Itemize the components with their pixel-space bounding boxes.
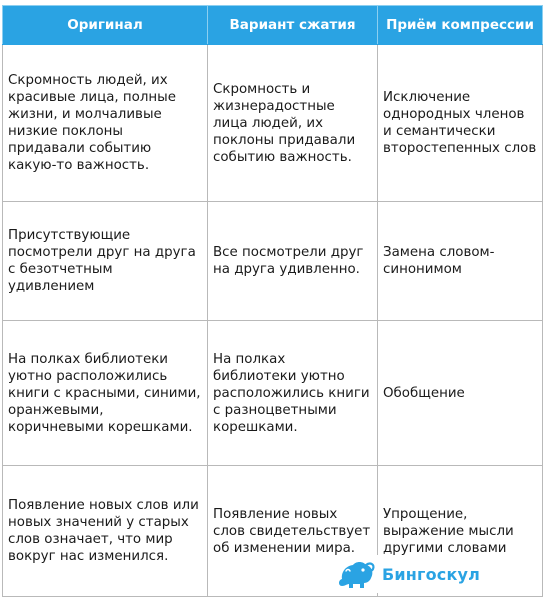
table-row [3,45,543,202]
brand-name: Бингоскул [382,564,481,584]
header-compressed-variant: Вариант сжатия [208,6,378,45]
header-row [3,6,543,45]
cell-technique: Замена словом-синонимом [378,202,543,321]
table-row [3,321,543,466]
cell-original: На полках библиотеки уютно расположились книги с красными, синими, оранжевыми, коричневыми корешками. [3,321,208,466]
table-row [3,202,543,321]
cell-technique: Обобщение [378,321,543,466]
cell-compressed: На полках библиотеки уютно расположились книги с разноцветными корешками. [208,321,378,466]
elephant-icon [336,556,376,592]
cell-technique: Упрощение, выражение мысли другими словами [378,466,543,597]
compression-table [2,5,543,597]
cell-compressed: Все посмотрели друг на друга удивленно. [208,202,378,321]
cell-compressed: Скромность и жизнерадостные лица людей, их поклоны придавали событию важность. [208,45,378,202]
header-compression-technique: Приём компрессии [378,6,543,45]
cell-original: Скромность людей, их красивые лица, полные жизни, и молчаливые низкие поклоны придавали событию какую-то важность. [3,45,208,202]
cell-technique: Исключение однородных членов и семантически второстепенных слов [378,45,543,202]
brand-logo [336,555,526,593]
header-original: Оригинал [3,6,208,45]
cell-original: Появление новых слов или новых значений у старых слов означает, что мир вокруг нас изменился. [3,466,208,597]
cell-compressed: Появление новых слов свидетельствует об изменении мира. [208,466,378,597]
cell-original: Присутствующие посмотрели друг на друга с безотчетным удивлением [3,202,208,321]
